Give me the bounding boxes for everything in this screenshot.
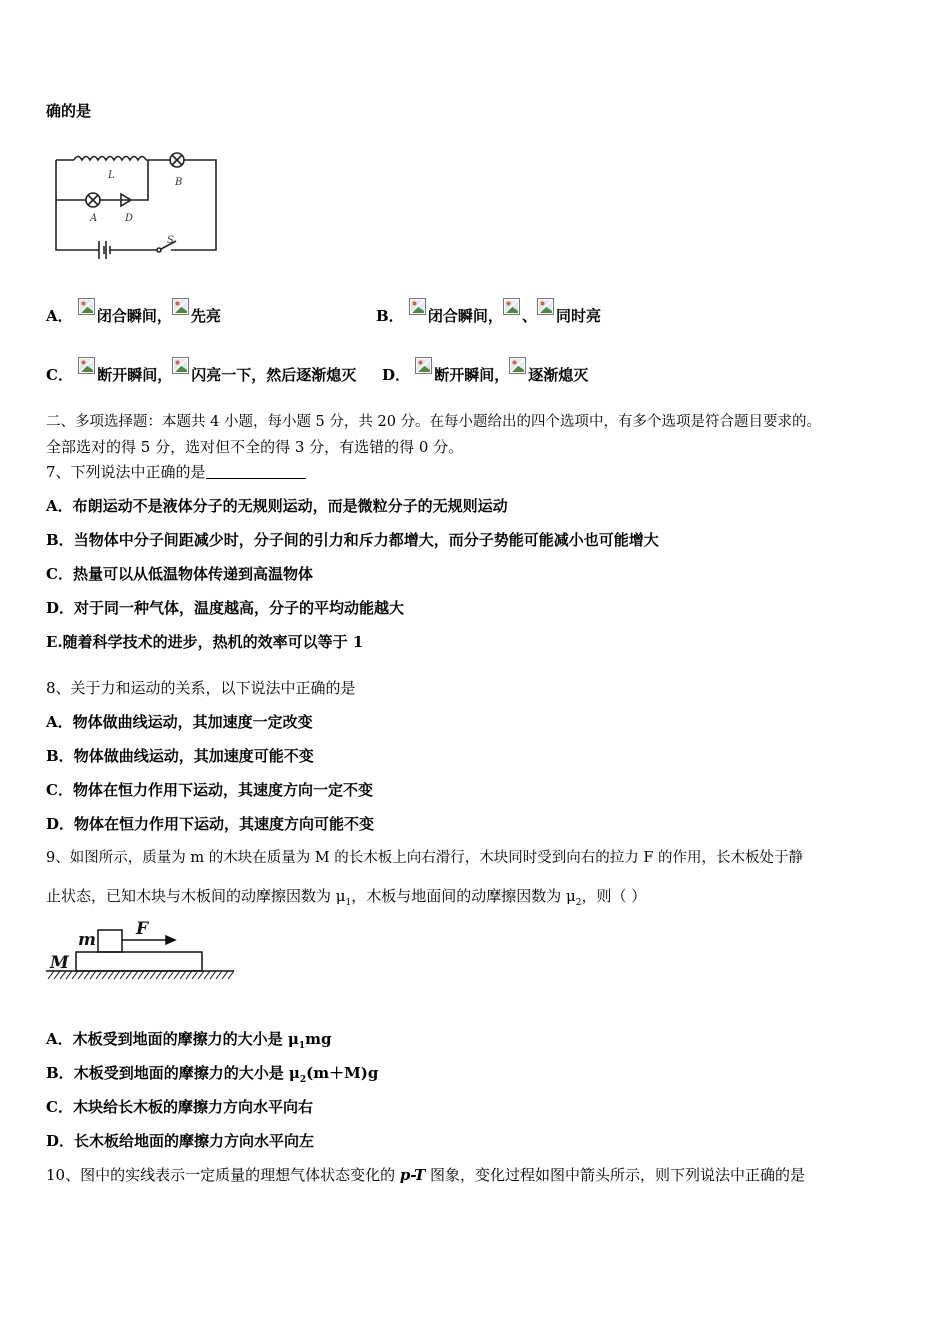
- q8-option-c[interactable]: C．物体在恒力作用下运动，其速度方向一定不变: [46, 781, 373, 799]
- label-L: L: [108, 170, 115, 181]
- q7-option-c[interactable]: C．热量可以从低温物体传递到高温物体: [46, 565, 313, 583]
- label-M: M: [50, 953, 69, 973]
- label-B: B: [175, 177, 183, 188]
- q10-stem: 10、图中的实线表示一定质量的理想气体状态变化的 p-T 图象，变化过程如图中箭头所示，则下列说法中正确的是: [46, 1166, 806, 1184]
- broken-image-icon: [415, 357, 432, 374]
- q7-option-b[interactable]: B．当物体中分子间距减少时，分子间的引力和斥力都增大，而分子势能可能减小也可能增大: [46, 531, 659, 549]
- answer-blank[interactable]: [206, 464, 306, 479]
- broken-image-icon: [409, 298, 426, 315]
- label-S: S: [167, 235, 174, 246]
- block-on-board-figure: [44, 918, 239, 986]
- q6-option-c[interactable]: C． 断开瞬间， 闪亮一下，然后逐渐熄灭: [46, 364, 356, 386]
- label-m: m: [78, 930, 96, 950]
- broken-image-icon: [509, 357, 526, 374]
- q9-option-a[interactable]: A．木板受到地面的摩擦力的大小是 $\mu_1mg$: [46, 1030, 332, 1051]
- broken-image-icon: [537, 298, 554, 315]
- q7-option-d[interactable]: D．对于同一种气体，温度越高，分子的平均动能越大: [46, 599, 405, 617]
- section-2-instructions-2: 全部选对的得 5 分，选对但不全的得 3 分，有选错的得 0 分。: [46, 438, 464, 456]
- q8-stem: 8、关于力和运动的关系，以下说法中正确的是: [46, 679, 356, 697]
- q6-option-a[interactable]: A． 闭合瞬间， 先亮: [46, 305, 221, 327]
- q8-option-b[interactable]: B．物体做曲线运动，其加速度可能不变: [46, 747, 314, 765]
- label-D: D: [125, 213, 134, 224]
- q9-stem-line-1: 9、如图所示，质量为 m 的木块在质量为 M 的长木板上向右滑行，木块同时受到向右的拉力 F 的作用，长木板处于静: [46, 850, 804, 866]
- broken-image-icon: [78, 357, 95, 374]
- label-F: F: [136, 919, 149, 939]
- broken-image-icon: [503, 298, 520, 315]
- q9-stem-line-2: 止状态，已知木块与木板间的动摩擦因数为 $\mu_1$，木板与地面间的动摩擦因数为 $\mu_2$，则（ ）: [46, 887, 647, 908]
- label-A: A: [90, 213, 98, 224]
- q7-stem: 7、下列说法中正确的是: [46, 461, 306, 483]
- q8-option-a[interactable]: A．物体做曲线运动，其加速度一定改变: [46, 713, 313, 731]
- q6-option-b[interactable]: B． 闭合瞬间， 、 同时亮: [376, 305, 601, 327]
- q7-option-a[interactable]: A．布朗运动不是液体分子的无规则运动，而是微粒分子的无规则运动: [46, 497, 508, 515]
- q9-option-b[interactable]: B．木板受到地面的摩擦力的大小是 $\mu_2(m+M)g$: [46, 1064, 379, 1085]
- q8-option-d[interactable]: D．物体在恒力作用下运动，其速度方向可能不变: [46, 815, 375, 833]
- section-2-instructions-1: 二、多项选择题：本题共 4 小题，每小题 5 分，共 20 分。在每小题给出的四个选项中，有多个选项是符合题目要求的。: [46, 414, 822, 430]
- q9-option-c[interactable]: C．木块给长木板的摩擦力方向水平向右: [46, 1098, 313, 1116]
- broken-image-icon: [172, 298, 189, 315]
- q9-option-d[interactable]: D．长木板给地面的摩擦力方向水平向左: [46, 1132, 315, 1150]
- q6-option-d[interactable]: D． 断开瞬间， 逐渐熄灭: [382, 364, 588, 386]
- circuit-diagram: [46, 145, 226, 270]
- q6-stem-end: 确的是: [46, 102, 92, 120]
- q7-option-e[interactable]: E.随着科学技术的进步，热机的效率可以等于 1: [46, 633, 364, 651]
- broken-image-icon: [78, 298, 95, 315]
- broken-image-icon: [172, 357, 189, 374]
